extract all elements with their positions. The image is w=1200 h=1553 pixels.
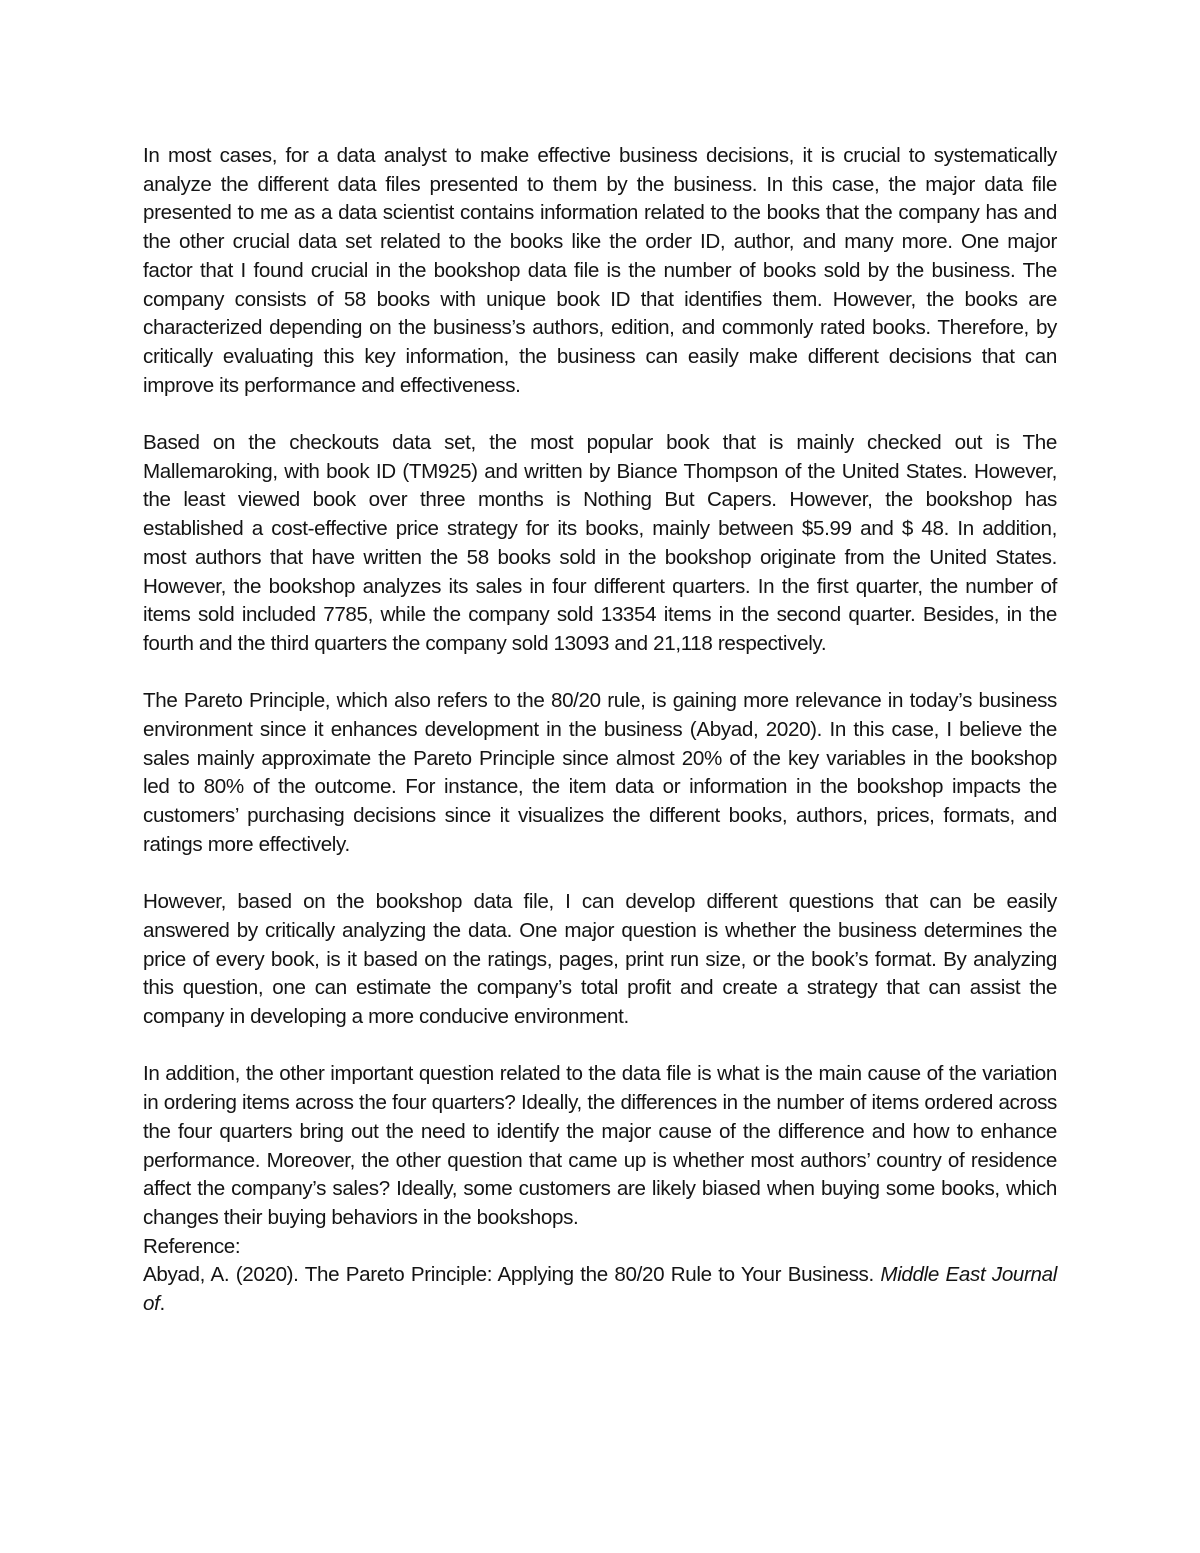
- reference-journal: Middle East Journal of: [143, 1263, 1057, 1316]
- paragraph-checkouts: Based on the checkouts data set, the most popular book that is mainly checked out is The Mallemaroking, with book ID (TM925) and written by Biance Thompson of the United States. However, the least viewed book over three months is Nothing But Capers. However, the bookshop has established a cost-effective price strategy for its books, mainly between $5.99 and $ 48. In addition, most authors that have written the 58 books sold in the bookshop originate from the United States. However, the bookshop analyzes its sales in four different quarters. In the first quarter, the number of items sold included 7785, while the company sold 13354 items in the second quarter. Besides, in the fourth and the third quarters the company sold 13093 and 21,118 respectively.: [143, 431, 1057, 655]
- reference-entry: [143, 1261, 1057, 1318]
- paragraph-pareto: The Pareto Principle, which also refers to the 80/20 rule, is gaining more relevance in today’s business environment since it enhances development in the business (Abyad, 2020). In this case, I believe the sales mainly approximate the Pareto Principle since almost 20% of the key variables in the bookshop led to 80% of the outcome. For instance, the item data or information in the bookshop impacts the customers’ purchasing decisions since it visualizes the different books, authors, prices, formats, and ratings more effectively.: [143, 689, 1057, 856]
- reference-heading: Reference:: [143, 1234, 241, 1258]
- document-body: [143, 142, 1057, 1319]
- paragraph-questions: However, based on the bookshop data file, I can develop different questions that can be easily answered by critically analyzing the data. One major question is whether the business determines the price of every book, is it based on the ratings, pages, print run size, or the book’s format. By analyzing this question, one can estimate the company’s total profit and create a strategy that can assist the company in developing a more conducive environment.: [143, 890, 1057, 1029]
- reference-end: .: [159, 1292, 165, 1316]
- paragraph-variation: In addition, the other important question related to the data file is what is the main cause of the variation in ordering items across the four quarters? Ideally, the differences in the number of items ordered across the four quarters bring out the need to identify the major cause of the difference and how to enhance performance. Moreover, the other question that came up is whether most authors’ country of residence affect the company’s sales? Ideally, some customers are likely biased when buying some books, which changes their buying behaviors in the bookshops.: [143, 1062, 1057, 1229]
- paragraph-intro: In most cases, for a data analyst to make effective business decisions, it is crucial to systematically analyze the different data files presented to them by the business. In this case, the major data file presented to me as a data scientist contains information related to the books that the company has and the other crucial data set related to the books like the order ID, author, and many more. One major factor that I found crucial in the bookshop data file is the number of books sold by the business. The company consists of 58 books with unique book ID that identifies them. However, the books are characterized depending on the business’s authors, edition, and commonly rated books. Therefore, by critically evaluating this key information, the business can easily make different decisions that can improve its performance and effectiveness.: [143, 144, 1057, 397]
- reference-text: Abyad, A. (2020). The Pareto Principle: Applying the 80/20 Rule to Your Business.: [143, 1263, 881, 1287]
